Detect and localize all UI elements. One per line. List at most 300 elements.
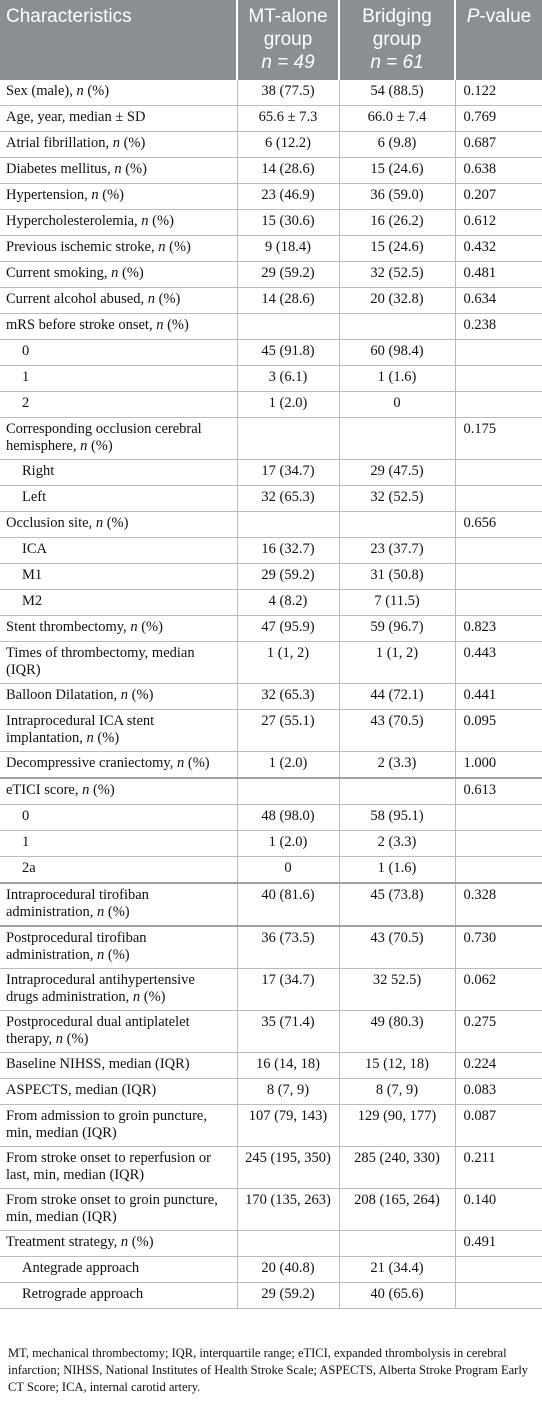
row-bridging-value: 29 (47.5) — [339, 460, 455, 486]
row-bridging-value — [339, 314, 455, 340]
table-row — [0, 262, 542, 288]
table-row — [0, 1079, 542, 1105]
row-bridging-value: 60 (98.4) — [339, 340, 455, 366]
table-row — [0, 236, 542, 262]
table-row — [0, 1147, 542, 1189]
row-label-tail: (%) — [104, 904, 130, 920]
row-characteristic — [0, 538, 237, 564]
row-bridging-value — [339, 778, 455, 805]
row-label: Treatment strategy, — [6, 1234, 121, 1250]
row-mt-alone-value: 1 (2.0) — [237, 752, 339, 779]
row-label: Hypertension, — [6, 187, 92, 203]
row-label: From stroke onset to groin puncture, min, median (IQR) — [6, 1192, 218, 1225]
row-mt-alone-value: 20 (40.8) — [237, 1257, 339, 1283]
row-bridging-value: 54 (88.5) — [339, 80, 455, 106]
row-p-value: 0.211 — [455, 1147, 542, 1189]
row-characteristic — [0, 752, 237, 779]
row-mt-alone-value: 14 (28.6) — [237, 158, 339, 184]
row-mt-alone-value — [237, 314, 339, 340]
table-row — [0, 512, 542, 538]
row-mt-alone-value: 17 (34.7) — [237, 969, 339, 1011]
row-p-value — [455, 805, 542, 831]
row-mt-alone-value: 65.6 ± 7.3 — [237, 106, 339, 132]
header-row — [0, 0, 542, 80]
table-row — [0, 184, 542, 210]
row-characteristic — [0, 778, 237, 805]
row-characteristic — [0, 132, 237, 158]
row-p-value — [455, 340, 542, 366]
row-label-italic: n — [132, 989, 141, 1005]
row-label-italic: n — [114, 161, 122, 177]
table-row — [0, 392, 542, 418]
row-p-value: 1.000 — [455, 752, 542, 779]
row-label: Current alcohol abused, — [6, 291, 148, 307]
header-pvalue-rest: -value — [479, 6, 532, 27]
row-label: Age, year, median ± SD — [6, 109, 146, 125]
row-bridging-value: 32 (52.5) — [339, 262, 455, 288]
row-label: Intraprocedural tirofiban administration, — [6, 887, 149, 920]
table-row — [0, 710, 542, 752]
row-p-value — [455, 538, 542, 564]
row-bridging-value: 7 (11.5) — [339, 590, 455, 616]
row-label: Antegrade approach — [22, 1260, 140, 1276]
table-row — [0, 538, 542, 564]
row-mt-alone-value: 32 (65.3) — [237, 684, 339, 710]
row-bridging-value: 66.0 ± 7.4 — [339, 106, 455, 132]
row-p-value: 0.328 — [455, 883, 542, 926]
row-mt-alone-value: 0 — [237, 857, 339, 884]
row-label: Postprocedural tirofiban administration, — [6, 930, 147, 963]
table-row — [0, 969, 542, 1011]
row-mt-alone-value: 170 (135, 263) — [237, 1189, 339, 1231]
row-characteristic — [0, 106, 237, 132]
row-label: Current smoking, — [6, 265, 112, 281]
row-bridging-value: 23 (37.7) — [339, 538, 455, 564]
row-characteristic — [0, 1147, 237, 1189]
row-bridging-value — [339, 1231, 455, 1257]
row-bridging-value: 8 (7, 9) — [339, 1079, 455, 1105]
row-bridging-value: 6 (9.8) — [339, 132, 455, 158]
row-bridging-value: 58 (95.1) — [339, 805, 455, 831]
row-bridging-value: 59 (96.7) — [339, 616, 455, 642]
row-mt-alone-value: 29 (59.2) — [237, 1283, 339, 1309]
row-label: Corresponding occlusion cerebral hemisphere, — [6, 421, 202, 454]
row-label: Baseline NIHSS, median (IQR) — [6, 1056, 190, 1072]
row-bridging-value: 15 (24.6) — [339, 236, 455, 262]
row-mt-alone-value: 45 (91.8) — [237, 340, 339, 366]
row-mt-alone-value: 32 (65.3) — [237, 486, 339, 512]
row-label: ICA — [22, 541, 47, 557]
row-bridging-value: 44 (72.1) — [339, 684, 455, 710]
table-row — [0, 418, 542, 460]
row-mt-alone-value: 15 (30.6) — [237, 210, 339, 236]
row-label: Stent thrombectomy, — [6, 619, 131, 635]
row-mt-alone-value: 29 (59.2) — [237, 262, 339, 288]
row-label: 0 — [22, 808, 30, 824]
row-bridging-value: 43 (70.5) — [339, 710, 455, 752]
row-mt-alone-value: 245 (195, 350) — [237, 1147, 339, 1189]
row-p-value: 0.612 — [455, 210, 542, 236]
row-characteristic — [0, 831, 237, 857]
row-mt-alone-value: 1 (2.0) — [237, 831, 339, 857]
row-bridging-value: 0 — [339, 392, 455, 418]
row-characteristic — [0, 1231, 237, 1257]
row-p-value: 0.140 — [455, 1189, 542, 1231]
row-characteristic — [0, 1011, 237, 1053]
table-row — [0, 564, 542, 590]
table-row — [0, 158, 542, 184]
table-row — [0, 1053, 542, 1079]
row-p-value — [455, 486, 542, 512]
table-row — [0, 210, 542, 236]
row-label: Intraprocedural antihypertensive drugs administration, — [6, 972, 195, 1005]
row-mt-alone-value: 17 (34.7) — [237, 460, 339, 486]
row-mt-alone-value: 23 (46.9) — [237, 184, 339, 210]
row-characteristic — [0, 642, 237, 684]
row-p-value — [455, 564, 542, 590]
row-p-value — [455, 1257, 542, 1283]
row-label: M2 — [22, 593, 43, 609]
row-bridging-value: 129 (90, 177) — [339, 1105, 455, 1147]
table-row — [0, 616, 542, 642]
header-pvalue-p: P — [466, 6, 480, 27]
row-bridging-value: 15 (24.6) — [339, 158, 455, 184]
row-bridging-value: 1 (1, 2) — [339, 642, 455, 684]
row-mt-alone-value — [237, 778, 339, 805]
row-p-value: 0.062 — [455, 969, 542, 1011]
row-bridging-value: 31 (50.8) — [339, 564, 455, 590]
table-row — [0, 314, 542, 340]
row-mt-alone-value: 9 (18.4) — [237, 236, 339, 262]
row-label-tail: (%) — [155, 291, 181, 307]
row-bridging-value: 16 (26.2) — [339, 210, 455, 236]
row-label-italic: n — [120, 1234, 129, 1250]
row-label-italic: n — [80, 438, 88, 454]
row-bridging-value: 32 (52.5) — [339, 486, 455, 512]
row-p-value: 0.224 — [455, 1053, 542, 1079]
header-mt-alone-label: MT-alone group — [248, 6, 328, 50]
row-characteristic — [0, 857, 237, 884]
row-mt-alone-value: 36 (73.5) — [237, 926, 339, 969]
row-label: Occlusion site, — [6, 515, 96, 531]
table-body — [0, 80, 542, 1309]
table-row — [0, 1189, 542, 1231]
row-label: Intraprocedural ICA stent implantation, — [6, 713, 155, 746]
row-label-tail: (%) — [137, 619, 163, 635]
row-label-italic: n — [86, 730, 94, 746]
row-characteristic — [0, 366, 237, 392]
row-label-tail: (%) — [128, 1234, 154, 1250]
row-label-italic: n — [95, 515, 104, 531]
row-p-value — [455, 831, 542, 857]
row-p-value: 0.634 — [455, 288, 542, 314]
row-mt-alone-value: 40 (81.6) — [237, 883, 339, 926]
row-label: Balloon Dilatation, — [6, 687, 121, 703]
row-characteristic — [0, 616, 237, 642]
row-label-tail: (%) — [93, 730, 120, 746]
row-p-value: 0.083 — [455, 1079, 542, 1105]
row-characteristic — [0, 1257, 237, 1283]
row-mt-alone-value: 35 (71.4) — [237, 1011, 339, 1053]
row-mt-alone-value — [237, 1231, 339, 1257]
row-label-italic: n — [112, 135, 120, 151]
row-characteristic — [0, 158, 237, 184]
table-row — [0, 80, 542, 106]
table-row — [0, 883, 542, 926]
row-characteristic — [0, 460, 237, 486]
row-p-value: 0.207 — [455, 184, 542, 210]
table-row — [0, 486, 542, 512]
row-label-italic: n — [156, 317, 164, 333]
row-mt-alone-value: 4 (8.2) — [237, 590, 339, 616]
row-characteristic — [0, 684, 237, 710]
header-pvalue — [455, 0, 542, 80]
row-characteristic — [0, 210, 237, 236]
row-characteristic — [0, 805, 237, 831]
table-row — [0, 684, 542, 710]
row-characteristic — [0, 969, 237, 1011]
row-label-tail: (%) — [165, 239, 191, 255]
row-label: From admission to groin puncture, min, median (IQR) — [6, 1108, 207, 1141]
row-label-tail: (%) — [89, 782, 115, 798]
row-bridging-value: 49 (80.3) — [339, 1011, 455, 1053]
row-label-italic: n — [91, 187, 99, 203]
row-bridging-value: 15 (12, 18) — [339, 1053, 455, 1079]
row-label: 2a — [22, 860, 36, 876]
row-mt-alone-value: 27 (55.1) — [237, 710, 339, 752]
row-label: Times of thrombectomy, median (IQR) — [6, 645, 195, 678]
table-row — [0, 926, 542, 969]
row-p-value: 0.238 — [455, 314, 542, 340]
row-characteristic — [0, 80, 237, 106]
row-mt-alone-value: 107 (79, 143) — [237, 1105, 339, 1147]
table-row — [0, 1231, 542, 1257]
row-label-tail: (%) — [63, 1031, 89, 1047]
row-p-value: 0.122 — [455, 80, 542, 106]
row-p-value — [455, 392, 542, 418]
row-label: Right — [22, 463, 55, 479]
row-mt-alone-value: 48 (98.0) — [237, 805, 339, 831]
row-label-tail: (%) — [87, 438, 113, 454]
row-bridging-value: 285 (240, 330) — [339, 1147, 455, 1189]
row-characteristic — [0, 512, 237, 538]
row-bridging-value: 1 (1.6) — [339, 366, 455, 392]
row-label-tail: (%) — [104, 947, 130, 963]
table-row — [0, 288, 542, 314]
row-label-tail: (%) — [140, 989, 166, 1005]
row-p-value: 0.432 — [455, 236, 542, 262]
row-mt-alone-value: 38 (77.5) — [237, 80, 339, 106]
table-row — [0, 132, 542, 158]
row-characteristic — [0, 236, 237, 262]
row-label: Atrial fibrillation, — [6, 135, 113, 151]
row-characteristic — [0, 486, 237, 512]
row-mt-alone-value — [237, 418, 339, 460]
table-row — [0, 805, 542, 831]
row-label-tail: (%) — [103, 515, 129, 531]
row-mt-alone-value — [237, 512, 339, 538]
row-label: Decompressive craniectomy, — [6, 755, 177, 771]
table-row — [0, 460, 542, 486]
row-characteristic — [0, 1189, 237, 1231]
row-label: M1 — [22, 567, 43, 583]
row-label-italic: n — [147, 291, 155, 307]
row-label: 0 — [22, 343, 30, 359]
row-mt-alone-value: 47 (95.9) — [237, 616, 339, 642]
table-row — [0, 1283, 542, 1309]
table-row — [0, 366, 542, 392]
row-label-italic: n — [111, 265, 119, 281]
row-characteristic — [0, 883, 237, 926]
row-label-tail: (%) — [98, 187, 124, 203]
table-row — [0, 778, 542, 805]
header-mt-alone-n: n = 49 — [261, 52, 315, 73]
row-p-value — [455, 460, 542, 486]
row-label-italic: n — [158, 239, 166, 255]
row-label-tail: (%) — [148, 213, 174, 229]
row-characteristic — [0, 288, 237, 314]
row-mt-alone-value: 16 (14, 18) — [237, 1053, 339, 1079]
header-characteristics: Characteristics — [0, 0, 237, 80]
row-p-value — [455, 590, 542, 616]
row-label: Postprocedural dual antiplatelet therapy, — [6, 1014, 190, 1047]
row-characteristic — [0, 926, 237, 969]
row-characteristic — [0, 340, 237, 366]
row-mt-alone-value: 3 (6.1) — [237, 366, 339, 392]
row-bridging-value: 2 (3.3) — [339, 831, 455, 857]
row-p-value: 0.443 — [455, 642, 542, 684]
row-label: mRS before stroke onset, — [6, 317, 157, 333]
row-label: From stroke onset to reperfusion or last, min, median (IQR) — [6, 1150, 211, 1183]
row-bridging-value: 45 (73.8) — [339, 883, 455, 926]
row-characteristic — [0, 590, 237, 616]
row-label-tail: (%) — [184, 755, 210, 771]
table-header — [0, 0, 542, 80]
row-p-value — [455, 857, 542, 884]
row-p-value: 0.275 — [455, 1011, 542, 1053]
row-p-value: 0.175 — [455, 418, 542, 460]
row-bridging-value: 20 (32.8) — [339, 288, 455, 314]
table-row — [0, 1011, 542, 1053]
row-label: 1 — [22, 834, 30, 850]
row-p-value: 0.730 — [455, 926, 542, 969]
row-label: 1 — [22, 369, 30, 385]
row-characteristic — [0, 314, 237, 340]
row-label-italic: n — [120, 687, 129, 703]
row-p-value — [455, 366, 542, 392]
row-mt-alone-value: 1 (2.0) — [237, 392, 339, 418]
row-bridging-value: 36 (59.0) — [339, 184, 455, 210]
table-footnote: MT, mechanical thrombectomy; IQR, interquartile range; eTICI, expanded thrombolysis in cerebral infarction; NIHSS, National Institutes of Health Stroke Scale; ASPECTS, Alberta Stroke Program Early CT Score; ICA, internal carotid artery. — [8, 1346, 529, 1394]
row-label-tail: (%) — [83, 83, 110, 99]
row-bridging-value — [339, 418, 455, 460]
table-row — [0, 857, 542, 884]
row-mt-alone-value: 8 (7, 9) — [237, 1079, 339, 1105]
row-p-value: 0.823 — [455, 616, 542, 642]
row-label: eTICI score, — [6, 782, 83, 798]
row-label: Diabetes mellitus, — [6, 161, 115, 177]
row-label: 2 — [22, 395, 30, 411]
row-characteristic — [0, 564, 237, 590]
row-characteristic — [0, 184, 237, 210]
row-mt-alone-value: 29 (59.2) — [237, 564, 339, 590]
row-p-value: 0.095 — [455, 710, 542, 752]
row-label-italic: n — [82, 782, 90, 798]
row-label: ASPECTS, median (IQR) — [6, 1082, 157, 1098]
header-bridging-n: n = 61 — [370, 52, 424, 73]
row-label-tail: (%) — [118, 265, 144, 281]
row-p-value — [455, 1283, 542, 1309]
row-mt-alone-value: 6 (12.2) — [237, 132, 339, 158]
row-label-tail: (%) — [163, 317, 189, 333]
row-p-value: 0.656 — [455, 512, 542, 538]
row-label-italic: n — [97, 947, 105, 963]
row-label-tail: (%) — [119, 135, 146, 151]
row-p-value: 0.769 — [455, 106, 542, 132]
row-characteristic — [0, 1079, 237, 1105]
row-characteristic — [0, 418, 237, 460]
table-row — [0, 340, 542, 366]
row-characteristic — [0, 262, 237, 288]
header-bridging — [339, 0, 455, 80]
row-label-italic: n — [130, 619, 138, 635]
table-row — [0, 590, 542, 616]
row-bridging-value: 1 (1.6) — [339, 857, 455, 884]
row-label: Sex (male), — [6, 83, 77, 99]
row-p-value: 0.441 — [455, 684, 542, 710]
table-row — [0, 642, 542, 684]
row-label: Previous ischemic stroke, — [6, 239, 159, 255]
row-characteristic — [0, 1053, 237, 1079]
row-mt-alone-value: 14 (28.6) — [237, 288, 339, 314]
row-bridging-value: 40 (65.6) — [339, 1283, 455, 1309]
row-label-italic: n — [97, 904, 105, 920]
table-row — [0, 1105, 542, 1147]
row-characteristic — [0, 710, 237, 752]
row-label: Hypercholesterolemia, — [6, 213, 142, 229]
row-bridging-value: 32 52.5) — [339, 969, 455, 1011]
row-label-tail: (%) — [121, 161, 147, 177]
header-mt-alone — [237, 0, 339, 80]
row-bridging-value: 21 (34.4) — [339, 1257, 455, 1283]
row-label-italic: n — [176, 755, 185, 771]
row-label: Left — [22, 489, 47, 505]
row-label-italic: n — [55, 1031, 64, 1047]
header-bridging-label: Bridging group — [362, 6, 432, 50]
row-label-italic: n — [76, 83, 84, 99]
row-p-value: 0.087 — [455, 1105, 542, 1147]
row-p-value: 0.613 — [455, 778, 542, 805]
table-row — [0, 1257, 542, 1283]
row-mt-alone-value: 1 (1, 2) — [237, 642, 339, 684]
row-characteristic — [0, 1105, 237, 1147]
row-bridging-value: 208 (165, 264) — [339, 1189, 455, 1231]
row-bridging-value: 2 (3.3) — [339, 752, 455, 779]
row-p-value: 0.491 — [455, 1231, 542, 1257]
table-row — [0, 106, 542, 132]
table-row — [0, 831, 542, 857]
row-label-italic: n — [141, 213, 149, 229]
row-p-value: 0.638 — [455, 158, 542, 184]
row-p-value: 0.481 — [455, 262, 542, 288]
row-bridging-value: 43 (70.5) — [339, 926, 455, 969]
row-mt-alone-value: 16 (32.7) — [237, 538, 339, 564]
table-row — [0, 752, 542, 779]
row-p-value: 0.687 — [455, 132, 542, 158]
row-bridging-value — [339, 512, 455, 538]
row-characteristic — [0, 1283, 237, 1309]
row-characteristic — [0, 392, 237, 418]
